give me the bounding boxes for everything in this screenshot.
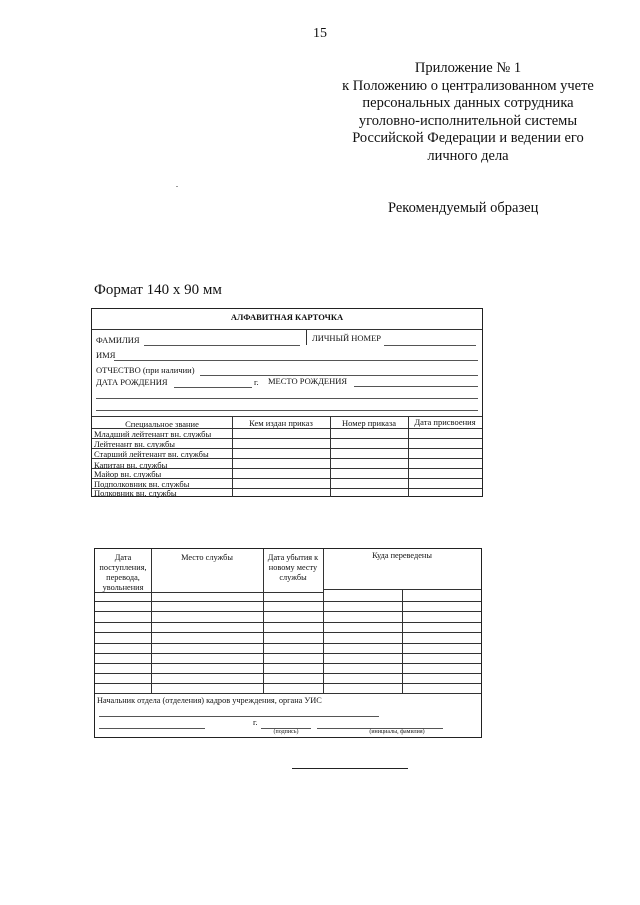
appendix-line: персональных данных сотрудника — [362, 95, 574, 111]
patronymic-label: ОТЧЕСТВО (при наличии) — [96, 365, 195, 375]
name-label: ИМЯ — [96, 350, 116, 360]
rank-label: Майор вн. службы — [94, 469, 162, 479]
head-of-hr-label: Начальник отдела (отделения) кадров учреждения, органа УИС — [97, 696, 322, 705]
rank-label: Полковник вн. службы — [94, 488, 177, 498]
appendix-line: личного дела — [427, 147, 509, 164]
footer-rule — [292, 768, 408, 769]
divider — [306, 329, 307, 345]
rank-label: Капитан вн. службы — [94, 460, 168, 470]
signature-caption: (подпись) — [273, 729, 299, 735]
appendix-header — [318, 60, 618, 165]
divider — [92, 329, 482, 330]
alphabetical-card — [91, 308, 483, 497]
birth-place-label: МЕСТО РОЖДЕНИЯ — [268, 376, 348, 386]
appendix-line: уголовно-исполнительной системы — [358, 112, 578, 129]
column-header: Специальное звание — [125, 419, 199, 429]
row-divider — [95, 663, 481, 664]
birth-date-label: ДАТА РОЖДЕНИЯ — [96, 377, 168, 387]
row-divider — [95, 632, 481, 633]
row-divider — [95, 653, 481, 654]
column-divider — [323, 549, 324, 693]
rank-label: Лейтенант вн. службы — [94, 439, 175, 449]
column-header: Дата убытия к новому месту службы — [267, 553, 319, 582]
personal-number-label: ЛИЧНЫЙ НОМЕР — [312, 333, 381, 343]
year-suffix: г. — [254, 377, 259, 387]
row-divider — [95, 643, 481, 644]
name-field[interactable] — [114, 360, 478, 361]
date-field[interactable] — [99, 728, 205, 729]
card-title: АЛФАВИТНАЯ КАРТОЧКА — [230, 312, 344, 322]
page-number: 15 — [313, 26, 327, 41]
appendix-title: Приложение № 1 — [414, 60, 522, 76]
birth-date-field[interactable] — [174, 387, 252, 388]
column-divider — [402, 589, 403, 693]
row-divider — [95, 622, 481, 623]
row-divider — [95, 673, 481, 674]
column-header: Дата присвоения — [414, 417, 476, 427]
column-header: Кем издан приказ — [249, 418, 313, 428]
year-suffix: г. — [253, 718, 258, 727]
row-divider — [95, 611, 481, 612]
row-divider — [95, 592, 323, 593]
scan-speck — [176, 186, 178, 187]
service-record-card — [94, 548, 482, 738]
personal-number-field[interactable] — [384, 345, 476, 346]
recommended-sample-label: Рекомендуемый образец — [388, 200, 539, 216]
column-header: Куда переведены — [372, 551, 432, 560]
surname-label: ФАМИЛИЯ — [96, 335, 140, 345]
column-header: Место службы — [181, 553, 233, 562]
signature-blank-line[interactable] — [99, 716, 379, 717]
appendix-line: к Положению о централизованном учете — [342, 77, 594, 94]
format-label: Формат 140 x 90 мм — [94, 282, 222, 298]
row-divider — [323, 589, 481, 590]
birth-place-field[interactable] — [354, 386, 478, 387]
appendix-line: Российской Федерации и ведении его — [352, 130, 584, 146]
row-divider — [95, 693, 481, 694]
rank-label: Подполковник вн. службы — [94, 479, 190, 489]
column-divider — [263, 549, 264, 693]
rank-label: Старший лейтенант вн. службы — [94, 449, 209, 459]
row-divider — [92, 458, 482, 459]
rank-label: Младший лейтенант вн. службы — [94, 429, 212, 439]
column-divider — [151, 549, 152, 693]
column-header: Номер приказа — [341, 418, 396, 428]
surname-field[interactable] — [144, 345, 300, 346]
column-header: Дата поступления, перевода, увольнения — [99, 553, 147, 592]
blank-line[interactable] — [96, 398, 478, 399]
row-divider — [95, 601, 481, 602]
initials-caption: (инициалы, фамилия) — [369, 729, 425, 735]
row-divider — [95, 683, 481, 684]
blank-line[interactable] — [96, 410, 478, 411]
